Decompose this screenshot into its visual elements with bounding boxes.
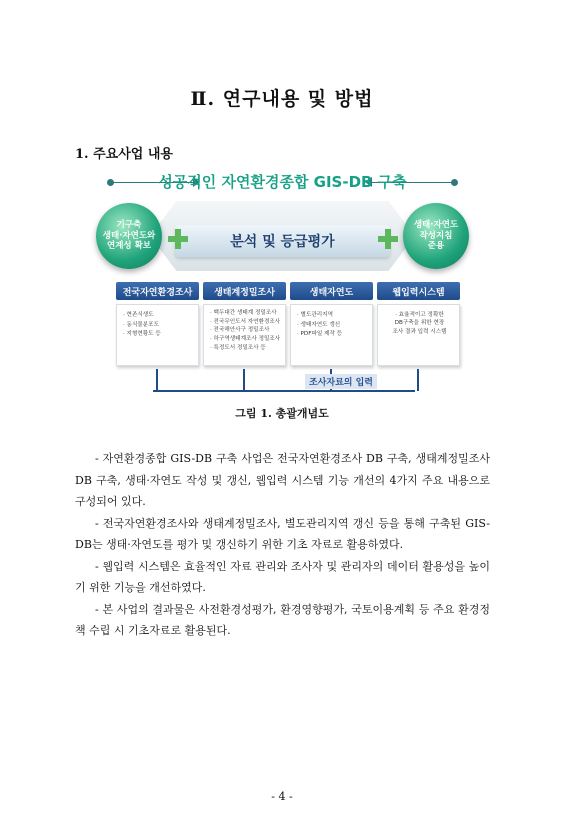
plus-icon-right: [378, 229, 398, 249]
list-item: · 특정도서 정밀조사 등: [210, 344, 266, 351]
plus-icon-left: [168, 229, 188, 249]
paragraph: - 웹입력 시스템은 효율적인 자료 관리와 조사자 및 관리자의 데이터 활용성을 높이기 위한 기능을 개선하였다.: [75, 559, 490, 594]
figure-caption: 그림 1. 총괄개념도: [235, 407, 329, 420]
page-title: Ⅱ. 연구내용 및 방법: [190, 88, 374, 110]
list-item: · 지형현황도 등: [123, 331, 161, 337]
concept-diagram: [90, 165, 475, 400]
bottom-label: 조사자료의 입력: [305, 374, 377, 389]
column-title: 전국자연환경조사: [116, 282, 199, 300]
connector-line: [417, 369, 419, 391]
left-bubble: 기구축 생태·자연도와 연계성 확보: [96, 203, 162, 269]
paragraph: - 전국자연환경조사와 생태계정밀조사, 별도관리지역 갱신 등을 통해 구축된 GIS-DB는 생태·자연도를 평가 및 갱신하기 위한 기초 자료로 활용하였다.: [75, 516, 490, 551]
center-label: 분석 및 등급평가: [230, 234, 335, 250]
paragraph: - 자연환경종합 GIS-DB 구축 사업은 전국자연환경조사 DB 구축, 생태계정밀조사 DB 구축, 생태·자연도 작성 및 갱신, 웹입력 시스템 기능 개선의 4가지 주요 내용으로 구성되어 있다.: [75, 452, 490, 508]
column-national-survey: [116, 282, 199, 366]
list-item: · 동식물분포도: [123, 321, 159, 328]
list-item: · 현존식생도: [123, 312, 154, 318]
connector-baseline: [153, 390, 415, 392]
column-title: 웹입력시스템: [377, 282, 460, 300]
list-item: · 별도관리지역: [297, 312, 333, 318]
column-ecosystem-survey: [203, 282, 286, 366]
list-item: · 하구역생태계조사 정밀조사: [210, 335, 281, 342]
column-eco-nature-map: [290, 282, 373, 366]
list-item: · PDF파일 제작 등: [297, 331, 343, 337]
diagram-title: 성공적인 자연환경종합 GIS-DB 구축: [158, 173, 407, 191]
column-body: [377, 304, 460, 366]
list-item: · 전국해안사구 정밀조사: [210, 327, 270, 334]
right-bubble: 생태·자연도 작성지침 준용: [403, 203, 469, 269]
connector-line: [156, 369, 158, 391]
connector-line: [243, 369, 245, 391]
page-number: - 4 -: [271, 790, 293, 803]
column-text: · 효율적이고 정확한 DB구축을 위한 현장 조사 결과 입력 시스템: [392, 312, 447, 335]
section-heading: 1. 주요사업 내용: [75, 147, 173, 162]
paragraph: - 본 사업의 결과물은 사전환경성평가, 환경영향평가, 국토이용계획 등 주요 환경정책 수립 시 기초자료로 활용된다.: [75, 602, 490, 637]
list-item: · 생태자연도 갱신: [297, 321, 341, 328]
column-body: [290, 304, 373, 366]
column-body: [116, 304, 199, 366]
column-title: 생태자연도: [290, 282, 373, 300]
column-title: 생태계정밀조사: [203, 282, 286, 300]
body-text: [75, 448, 490, 642]
list-item: · 백두대간 생태계 정밀조사: [210, 310, 277, 316]
column-body: [203, 304, 286, 366]
list-item: · 전국무인도서 자연환경조사: [210, 318, 281, 325]
column-web-input-system: [377, 282, 460, 366]
